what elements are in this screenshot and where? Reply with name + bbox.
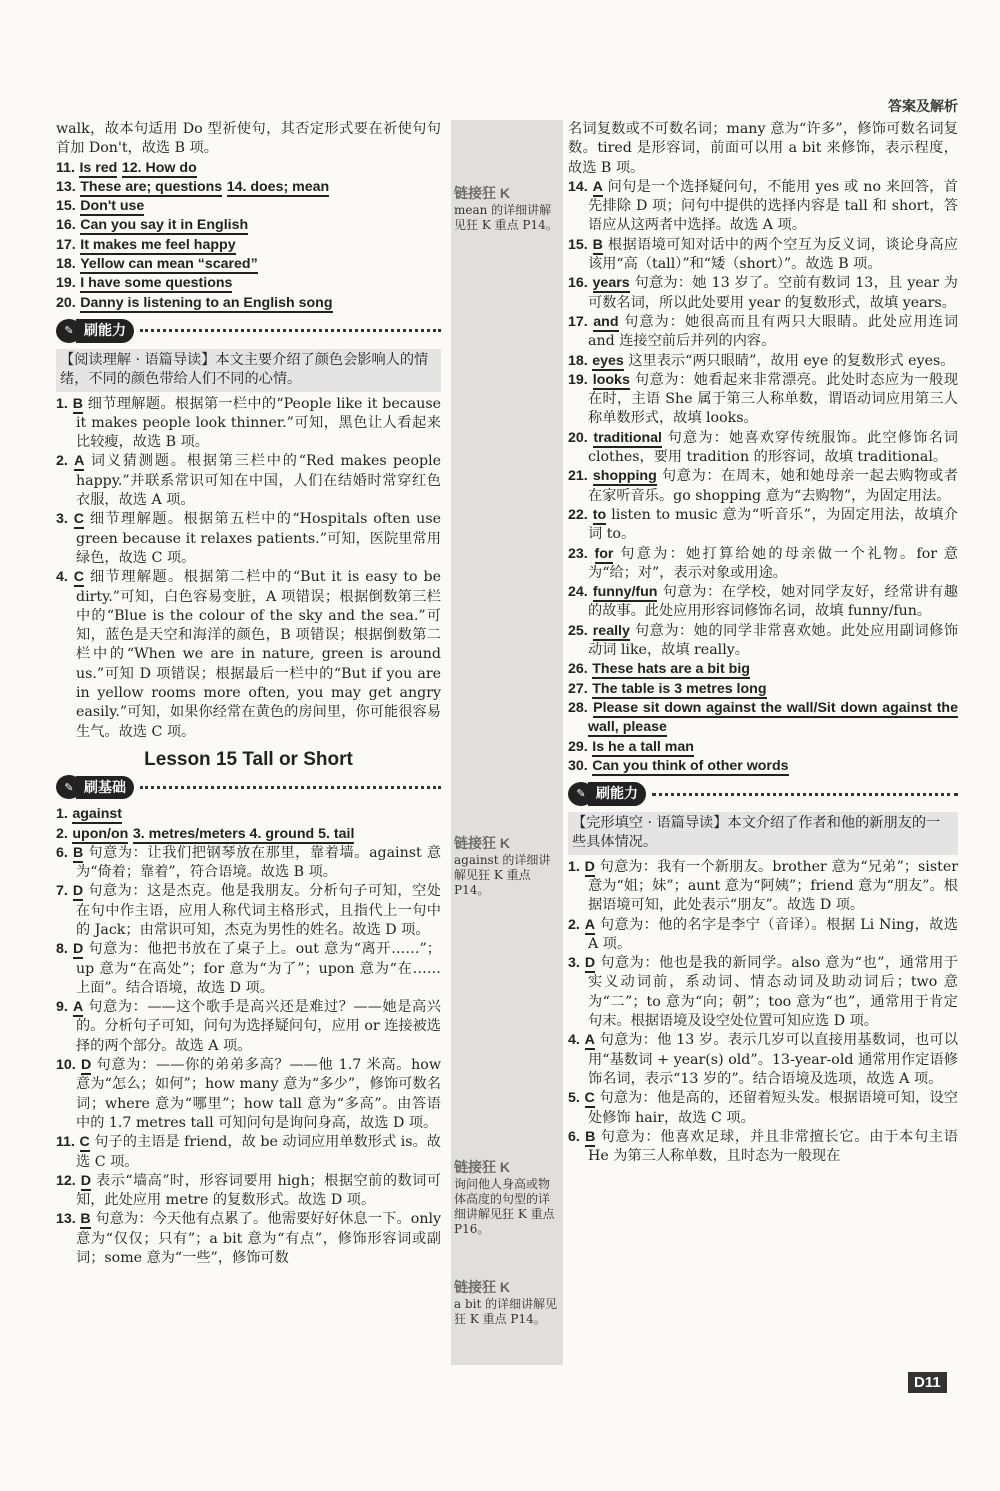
item-number: 1. — [56, 395, 68, 412]
item-explanation: 句意为：我有一个新朋友。brother 意为“兄弟”；sister 意为“姐；妹”；aunt 意为“阿姨”；friend 意为“朋友”。根据语境可知，此处表示“朋友”。故选 D 项。 — [588, 858, 959, 914]
item-answer: funny/fun — [592, 584, 658, 601]
item-explanation: listen to music 意为“听音乐”，为固定用法，故填介词 to。 — [588, 506, 958, 543]
answer-item — [568, 313, 958, 352]
item-answer: Danny is listening to an English song — [80, 294, 333, 311]
answer-item — [568, 757, 958, 776]
section-banner — [568, 782, 958, 806]
item-number: 9. — [56, 999, 68, 1016]
answer-item — [56, 510, 441, 568]
pen-icon: ✎ — [568, 782, 594, 806]
item-number: 28. — [568, 699, 588, 716]
answer-item — [568, 545, 958, 584]
intro-text: 名词复数或不可数名词；many 意为“许多”，修饰可数名词复数。tired 是形容词，前面可以用 a bit 来修饰，表示程度，故选 B 项。 — [568, 121, 958, 176]
answer-item — [568, 699, 958, 738]
side-note-text: 询问他人身高或物体高度的句型的详细讲解见狂 K 重点 P16。 — [454, 1177, 555, 1236]
side-note-text: against 的详细讲解见狂 K 重点 P14。 — [454, 853, 551, 897]
item-answer: traditional — [593, 429, 662, 446]
reading-guide: 【阅读理解 · 语篇导读】本文主要介绍了颜色会影响人的情绪，不同的颜色带给人们不同的心情。 — [56, 349, 441, 392]
answer-item — [568, 429, 958, 468]
side-note — [454, 186, 560, 233]
item-explanation: 句意为：她的同学非常喜欢她。此处应用副词修饰动词 like，故填 really。 — [588, 622, 959, 659]
item-number: 16. — [568, 275, 588, 292]
item-number: 7. — [56, 883, 68, 900]
answer-item — [56, 1056, 441, 1133]
item-number: 17. — [568, 313, 588, 330]
answer-item — [568, 371, 958, 429]
banner-label: 刷基础 — [76, 776, 134, 799]
answer-item — [568, 622, 958, 661]
item-number: 12. — [56, 1172, 76, 1189]
side-note-text: a bit 的详细讲解见狂 K 重点 P14。 — [454, 1297, 558, 1326]
item-answer: It makes me feel happy — [80, 236, 236, 253]
item-explanation: 句意为：她看起来非常漂亮。此处时态应为一般现在时，主语 She 属于第三人称单数，谓语动词应用第三人称单数形式，故填 looks。 — [588, 371, 959, 427]
answer-item — [56, 998, 441, 1056]
answer-item — [56, 236, 441, 255]
side-note-tag: 链接狂 K — [454, 1279, 510, 1295]
item-answer: really — [592, 622, 630, 639]
item-number: 22. — [568, 506, 588, 523]
item-explanation: 句意为：她打算给她的母亲做一个礼物。for 意为“给；对”，表示对象或用途。 — [588, 545, 958, 581]
answer-item — [568, 1128, 958, 1167]
answer-item — [56, 844, 441, 883]
item-number: 19. — [568, 371, 588, 388]
item-explanation: 细节理解题。根据第一栏中的“People like it because it makes people look thinner.”可知，黑色让人看起来比较瘦，故选 B 项。 — [76, 395, 442, 451]
item-answer: A — [72, 999, 84, 1016]
item-explanation: 句意为：她喜欢穿传统服饰。此空修饰名词 clothes，要用 tradition 的形容词，故填 traditional。 — [588, 429, 958, 466]
item-number: 13. — [56, 178, 76, 195]
item-answer: Can you think of other words — [592, 757, 789, 774]
answer-item — [568, 236, 958, 275]
banner-label: 刷能力 — [588, 782, 646, 805]
item-answer: A — [584, 916, 595, 933]
answer-item — [568, 916, 958, 955]
answer-item — [56, 825, 441, 844]
item-answer: D — [80, 1172, 91, 1189]
item-answer: C — [73, 569, 85, 586]
item-number: 23. — [568, 545, 588, 562]
page-number: D11 — [908, 1372, 947, 1393]
item-explanation: 根据语境可知对话中的两个空互为反义词，谈论身高应该用“高（tall）”和“矮（short）”。故选 B 项。 — [588, 236, 958, 273]
item-number: 19. — [56, 275, 76, 292]
item-answer: The table is 3 metres long — [592, 680, 767, 697]
answer-item — [568, 1031, 958, 1089]
item-number: 6. — [56, 844, 68, 861]
answer-item — [568, 178, 958, 236]
item-answer: D — [584, 858, 595, 875]
answer-item — [56, 1133, 441, 1172]
answer-item — [56, 1210, 441, 1268]
answer-item — [56, 178, 441, 197]
item-explanation: 句意为：他把书放在了桌子上。out 意为“离开……”；up 意为“在高处”；for 意为“为了”；upon 意为“在……上面”。结合语境，故选 D 项。 — [76, 941, 441, 996]
item-number: 5. — [568, 1090, 580, 1107]
side-note-text: mean 的详细讲解见狂 K 重点 P14。 — [454, 203, 558, 232]
item-answer-2: 12. How do — [121, 159, 197, 176]
answer-item — [56, 159, 441, 178]
item-answer-2: 3. metres/meters 4. ground 5. tail — [132, 825, 355, 842]
item-answer: B — [72, 395, 83, 412]
pen-icon: ✎ — [56, 775, 82, 799]
answer-item — [56, 274, 441, 293]
answer-item — [56, 216, 441, 235]
item-explanation: 句意为：在学校，她对同学友好，经常讲有趣的故事。此处应用形容词修饰名词，故填 funny/fun。 — [588, 584, 958, 620]
item-explanation: 句子的主语是 friend，故 be 动词应用单数形式 is。故选 C 项。 — [76, 1134, 441, 1170]
answer-item — [56, 452, 441, 510]
item-number: 15. — [56, 198, 76, 215]
item-answer: Yellow can mean “scared” — [80, 256, 258, 273]
item-explanation: 句意为：让我们把钢琴放在那里，靠着墙。against 意为“倚着；靠着”，符合语境。故选 B 项。 — [76, 844, 442, 881]
item-explanation: 句意为：他 13 岁。表示几岁可以直接用基数词，也可以用“基数词 + year(s) old”。13-year-old 通常用作定语修饰名词，表示“13 岁的”。结合语境及选项，故选 A 项。 — [588, 1032, 959, 1087]
dotted-rule — [140, 786, 441, 789]
item-number: 11. — [56, 159, 75, 176]
item-explanation: 表示“墙高”时，形容词要用 high；根据空前的数词可知，此处应用 metre 的复数形式。故选 D 项。 — [76, 1172, 441, 1209]
item-explanation: 句意为：他的名字是李宁（音译）。根据 Li Ning，故选 A 项。 — [588, 916, 958, 952]
item-answer: eyes — [592, 352, 624, 369]
item-number: 18. — [56, 256, 76, 273]
item-answer: B — [80, 1211, 91, 1228]
answer-item — [56, 1172, 441, 1211]
cloze-guide: 【完形填空 · 语篇导读】本文介绍了作者和他的新朋友的一些具体情况。 — [568, 812, 958, 855]
item-number: 14. — [568, 178, 588, 195]
page-header: 答案及解析 — [888, 98, 958, 114]
item-number: 26. — [568, 661, 588, 678]
side-note-tag: 链接狂 K — [454, 835, 510, 851]
item-number: 18. — [568, 352, 588, 369]
answer-item — [56, 882, 441, 940]
item-number: 4. — [568, 1032, 580, 1049]
answer-item — [56, 294, 441, 313]
dotted-rule — [140, 329, 441, 332]
item-number: 24. — [568, 584, 588, 601]
pen-icon: ✎ — [56, 319, 82, 343]
answer-item — [568, 274, 958, 313]
answer-item — [568, 506, 958, 545]
item-answer: Is red — [79, 159, 118, 176]
item-answer-2: 14. does; mean — [226, 178, 330, 195]
side-note — [454, 1280, 560, 1327]
item-answer: A — [74, 453, 85, 470]
item-number: 17. — [56, 236, 76, 253]
answer-item — [56, 395, 441, 453]
item-number: 15. — [568, 236, 588, 253]
item-number: 21. — [568, 468, 588, 485]
item-answer: against — [72, 806, 123, 823]
item-answer: Can you say it in English — [80, 217, 249, 234]
item-number: 13. — [56, 1211, 76, 1228]
answer-item — [568, 467, 958, 506]
answer-item — [568, 352, 958, 371]
item-answer: These are; questions — [80, 178, 223, 195]
item-answer: shopping — [592, 468, 657, 485]
item-explanation: 细节理解题。根据第二栏中的“But it is easy to be dirty.”可知，白色容易变脏，A 项错误；根据倒数第三栏中的“Blue is the colour of the sky and the sea.”可知，蓝色是天空和海洋的颜色，B 项错误；根据倒数第二栏中的“When we are in nature, green is around us.”可知 D 项错误；根据最后一栏中的“But if you are in yellow rooms more often, you may get angry easily.”可知，如果你经常在黄色的房间里，你可能很容易生气。故选 C 项。 — [76, 569, 441, 740]
item-number: 16. — [56, 217, 76, 234]
section-banner — [56, 775, 441, 799]
item-explanation: 句意为：——这个歌手是高兴还是难过？——她是高兴的。分析句子可知，问句为选择疑问句，应用 or 连接被选择的两个部分。故选 A 项。 — [76, 999, 441, 1054]
answer-item — [568, 660, 958, 679]
item-number: 3. — [568, 955, 580, 972]
answer-item — [568, 583, 958, 622]
item-explanation: 句意为：——你的弟弟多高？——他 1.7 米高。how 意为“怎么；如何”；how many 意为“多少”，修饰可数名词；where 意为“哪里”；how tall 意为“多高”。由答语中的 1.7 metres tall 可知问句是询问身高，故选 D 项。 — [76, 1057, 441, 1131]
item-answer: D — [584, 955, 596, 972]
item-answer: upon/on — [72, 825, 129, 842]
answer-item — [56, 197, 441, 216]
item-number: 1. — [56, 806, 68, 823]
item-answer: B — [592, 236, 603, 253]
answer-item — [568, 1089, 958, 1128]
item-explanation: 问句是一个选择疑问句，不能用 yes 或 no 来回答，首先排除 D 项；问句中提供的选择内容是 tall 和 short，答语应从这两者中选择。故选 A 项。 — [588, 178, 958, 234]
left-column — [56, 120, 441, 1268]
answer-item — [56, 255, 441, 274]
answer-item — [568, 858, 958, 916]
side-note — [454, 836, 560, 898]
dotted-rule — [652, 793, 958, 796]
answer-item — [56, 805, 441, 824]
item-answer: for — [594, 545, 614, 562]
item-explanation: 细节理解题。根据第五栏中的“Hospitals often use green because it relaxes patients.”可知，医院里常用绿色，故选 C 项。 — [76, 511, 442, 566]
item-explanation: 句意为：今天他有点累了。他需要好好休息一下。only 意为“仅仅；只有”；a bit 意为“有点”，修饰形容词或副词；some 意为“一些”，修饰可数 — [76, 1211, 442, 1267]
side-note — [454, 1160, 560, 1237]
item-answer: looks — [592, 371, 630, 388]
section-banner — [56, 319, 441, 343]
answer-item — [56, 568, 441, 742]
answer-item — [56, 940, 441, 998]
banner-label: 刷能力 — [76, 319, 134, 342]
answer-item — [568, 954, 958, 1031]
answer-item — [568, 680, 958, 699]
item-answer: years — [592, 275, 630, 292]
item-number: 3. — [56, 511, 68, 528]
item-answer: and — [593, 313, 619, 330]
item-number: 10. — [56, 1057, 76, 1074]
item-answer: Please sit down against the wall/Sit down against the wall, please — [588, 699, 958, 736]
item-explanation: 句意为：在周末，她和她母亲一起去购物或者在家听音乐。go shopping 意为“去购物”，为固定用法。 — [588, 468, 959, 504]
item-number: 4. — [56, 569, 68, 586]
item-number: 27. — [568, 680, 588, 697]
item-answer: B — [585, 1128, 596, 1145]
item-answer: D — [72, 941, 84, 958]
item-number: 20. — [56, 294, 76, 311]
item-explanation: 句意为：他喜欢足球，并且非常擅长它。由于本句主语 He 为第三人称单数，且时态为一般现在 — [588, 1128, 958, 1165]
item-answer: to — [592, 506, 607, 523]
item-answer: These hats are a bit big — [592, 661, 750, 678]
side-note-tag: 链接狂 K — [454, 1159, 510, 1175]
item-explanation: 这里表示“两只眼睛”，故用 eye 的复数形式 eyes。 — [628, 352, 955, 369]
item-answer: B — [72, 844, 84, 861]
item-answer: A — [592, 178, 603, 195]
item-explanation: 句意为：这是杰克。他是我朋友。分析句子可知，空处在句中作主语，应用人称代词主格形式，且指代上一句中的 Jack；由常识可知，杰克为男性的姓名。故选 D 项。 — [76, 883, 441, 938]
item-answer: D — [72, 883, 84, 900]
item-explanation: 句意为：她 13 岁了。空前有数词 13，且 year 为可数名词，所以此处要用 year 的复数形式，故填 years。 — [588, 275, 958, 311]
answer-item — [568, 738, 958, 757]
item-number: 11. — [56, 1134, 75, 1151]
item-explanation: 句意为：他是高的，还留着短头发。根据语境可知，设空处修饰 hair，故选 C 项。 — [588, 1090, 958, 1126]
item-answer: C — [73, 511, 84, 528]
item-answer: Is he a tall man — [592, 738, 694, 755]
item-answer: D — [80, 1057, 92, 1074]
right-column — [568, 120, 958, 1166]
item-answer: A — [584, 1032, 595, 1049]
side-note-tag: 链接狂 K — [454, 185, 510, 201]
item-number: 8. — [56, 941, 68, 958]
item-number: 2. — [56, 453, 68, 470]
lesson-title: Lesson 15 Tall or Short — [144, 748, 353, 770]
item-answer: I have some questions — [80, 275, 233, 292]
item-answer: Don't use — [80, 198, 145, 215]
item-number: 6. — [568, 1128, 580, 1145]
item-number: 20. — [568, 429, 588, 446]
item-number: 1. — [568, 858, 580, 875]
item-answer: C — [79, 1134, 90, 1151]
item-number: 2. — [56, 825, 68, 842]
item-answer: C — [584, 1090, 595, 1107]
item-number: 29. — [568, 738, 588, 755]
item-number: 30. — [568, 757, 588, 774]
item-explanation: 句意为：她很高而且有两只大眼睛。此处应用连词 and 连接空前后并列的内容。 — [588, 313, 959, 350]
item-number: 2. — [568, 916, 580, 933]
item-explanation: 句意为：他也是我的新同学。also 意为“也”，通常用于实义动词前，系动词、情态动词及助动词后；two 意为“二”；to 意为“向；朝”；too 意为“也”，通常用于肯定句末。根据语境及设空处位置可知应选 D 项。 — [588, 955, 959, 1030]
item-number: 25. — [568, 622, 588, 639]
item-explanation: 词义猜测题。根据第三栏中的“Red makes people happy.”并联系常识可知在中国，人们在结婚时常穿红色衣服，故选 A 项。 — [76, 453, 442, 509]
intro-text: walk，故本句适用 Do 型祈使句，其否定形式要在祈使句句首加 Don't，故选 B 项。 — [56, 121, 441, 157]
